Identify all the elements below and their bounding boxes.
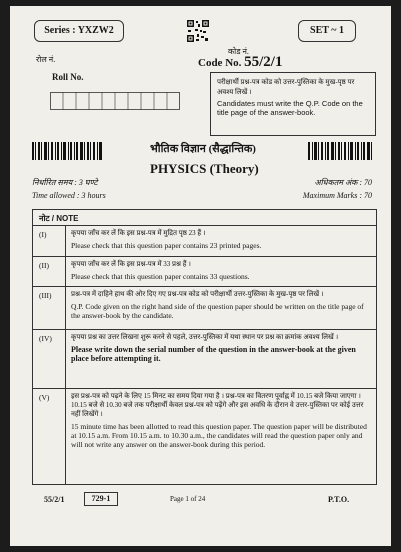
note-item [33,330,376,389]
note-text-english: Please check that this question paper contains 33 questions. [71,272,250,281]
barcode-left-icon [32,142,104,160]
footer-code: 55/2/1 [44,495,65,504]
candidate-instruction-box [210,72,376,136]
roll-label: Roll No. [52,72,84,82]
footer-tag: 729-1 [84,492,118,506]
candidate-note-english: Candidates must write the Q.P. Code on the title page of the answer-book. [217,99,363,117]
note-text-english: Please write down the serial number of the question in the answer-book at the given place before attempting it. [71,345,356,363]
note-number: (I) [39,230,47,239]
note-number: (II) [39,261,49,270]
title-hindi: भौतिक विज्ञान (सैद्धान्तिक) [150,143,256,155]
note-text-hindi: इस प्रश्न-पत्र को पढ़ने के लिए 15 मिनट का समय दिया गया है । प्रश्न-पत्र का वितरण पूर्वाह्न में 10.15 बजे किया जाएगा । 10.15 बजे से 10.30 बजे तक परीक्षार्थी केवल प्रश्न-पत्र को पढ़ेंगे और इस अवधि के दौरान वे उत्तर-पुस्तिका पर कोई उत्तर नहीं लिखेंगे । [71,392,364,418]
note-item [33,226,376,257]
note-item [33,257,376,287]
code-label-hindi: कोड नं. [228,47,249,56]
note-number: (V) [39,393,50,402]
title-english: PHYSICS (Theory) [150,161,259,176]
time-hindi: निर्धारित समय : 3 घण्टे [32,178,98,187]
note-text-hindi: प्रश्न-पत्र में दाहिने हाथ की ओर दिए गए प्रश्न-पत्र कोड को परीक्षार्थी उत्तर-पुस्तिका के मुख-पृष्ठ पर लिखें । [71,290,324,298]
note-item [33,389,376,485]
note-text-english: Please check that this question paper contains 23 printed pages. [71,241,262,250]
code-number [198,54,282,71]
set-box: SET ~ 1 [298,20,356,42]
note-text-hindi: कृपया जाँच कर लें कि इस प्रश्न-पत्र में मुद्रित पृष्ठ 23 हैं । [71,229,206,237]
note-text-hindi: कृपया प्रश्न का उत्तर लिखना शुरू करने से पहले, उत्तर-पुस्तिका में यथा स्थान पर प्रश्न का क्रमांक अवश्य लिखें । [71,333,339,341]
maximum-marks [298,176,372,202]
note-text-english: Q.P. Code given on the right hand side of the question paper should be written on the title page of the answer-book by the candidate. [71,302,364,320]
question-paper-sheet [10,6,391,546]
time-allowed [32,176,106,202]
roll-number-grid [50,92,180,110]
barcode-right-icon [308,142,374,160]
roll-label-hindi: रोल नं. [36,55,56,64]
code-label: Code No. [198,57,242,69]
note-text-english: 15 minute time has been allotted to read this question paper. The question paper will be distributed at 10.15 a.m. From 10.15 a.m. to 10.30 a.m., the candidates will read the question paper only and will not write any answer on the answer-book during this period. [71,422,367,449]
candidate-note-hindi: परीक्षार्थी प्रश्न-पत्र कोड को उत्तर-पुस्तिका के मुख-पृष्ठ पर अवश्य लिखें । [217,78,355,96]
page-number: Page 1 of 24 [170,495,206,503]
notes-heading: नोट / NOTE [33,210,376,226]
pto-label: P.T.O. [328,495,350,504]
qr-code-icon [186,19,210,43]
note-number: (III) [39,291,52,300]
note-text-hindi: कृपया जाँच कर लें कि इस प्रश्न-पत्र में 33 प्रश्न हैं । [71,260,191,268]
note-item [33,287,376,330]
series-box: Series : YXZW2 [34,20,124,42]
marks-hindi: अधिकतम अंक : 70 [314,178,372,187]
code-value: 55/2/1 [244,54,283,70]
notes-box [32,209,377,485]
time-english: Time allowed : 3 hours [32,191,106,200]
note-number: (IV) [39,334,52,343]
marks-english: Maximum Marks : 70 [302,191,372,200]
